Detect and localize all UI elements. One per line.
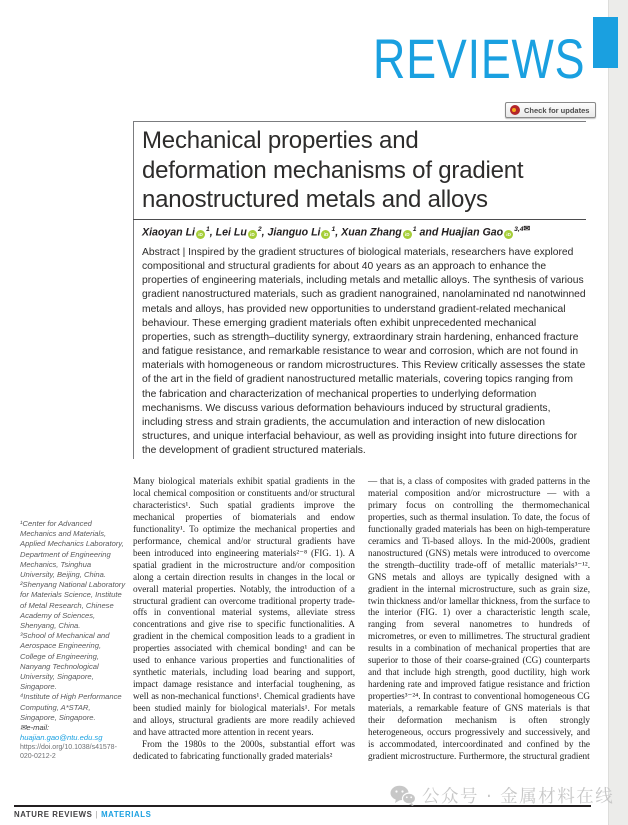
orcid-icon[interactable]: iD: [196, 230, 205, 239]
check-for-updates-label: Check for updates: [524, 105, 590, 115]
authors-rule: [133, 219, 586, 220]
footer-section-name: MATERIALS: [101, 810, 152, 819]
watermark: [390, 783, 614, 808]
author-name: , Xuan Zhang: [335, 226, 402, 239]
envelope-icon: ✉: [523, 224, 531, 233]
author-list: [142, 224, 588, 239]
footer-journal-name: NATURE REVIEWS: [14, 810, 93, 819]
running-footer: [14, 810, 151, 819]
page-edge-strip: [608, 0, 628, 825]
author-name: , Lei Lu: [209, 226, 247, 239]
article-title-line-3: nanostructured metals and alloys: [142, 186, 488, 213]
section-color-tab: [593, 17, 618, 68]
footer-separator: |: [95, 810, 99, 819]
orcid-icon[interactable]: iD: [321, 230, 330, 239]
author-affiliation-sup: 2: [257, 226, 262, 233]
title-top-rule: [133, 121, 586, 122]
body-paragraph: — that is, a class of composites with graded patterns in the material composition and/or microstructure — with a primary focus on controlling the thermomechanical properties, such as thermal insulation. To date, the focus of functionally graded materials has been on high-temperature ceramics and Ti-based alloys. In the mid-2000s, gradient nanostructured (GNS) metals were introduced to overcome the strength–ductility trade-off of metallic materials³⁻¹². GNS metals and alloys are typically designed with a gradient in the internal microstructure, such as grain size, twin thickness and/or lamellar thickness, from the surface to the interior (FIG. 1) over a characteristic length scale, ranging from several nanometres to hundreds of micrometres, or even to millimetres. The structural gradient results in a combination of mechanical properties that are superior to those of their coarse-grained (CG) counterparts and that include high strength, good ductility, high work hardening rate and improved fatigue resistance and friction properties³⁻²⁴. In contrast to conventional homogeneous CG materials, a remarkable feature of GNS materials is that their deformation mechanism is often strongly heterogeneous, occurs progressively and successively, and is accommodated, intercoordinated and confined by the gradient microstructure. Furthermore, the structural gradient: [368, 476, 590, 761]
affiliation-3: ³School of Mechanical and Aerospace Engineering, College of Engineering, Nanyang Technological University, Singapore, Singapore.: [20, 631, 110, 692]
section-heading: REVIEWS: [372, 27, 585, 90]
author-affiliation-sup: 1: [331, 226, 336, 233]
check-for-updates-button[interactable]: [505, 102, 596, 118]
email-label: ✉e-mail:: [20, 723, 50, 733]
watermark-text: 公众号 · 金属材料在线: [422, 787, 615, 807]
affiliations-sidebar: [20, 519, 126, 761]
article-title-line-2: deformation mechanisms of gradient: [142, 156, 524, 184]
affiliation-2: ²Shenyang National Laboratory for Materials Science, Institute of Metal Research, Chinese Academy of Sciences, Shenyang, China.: [20, 580, 126, 631]
body-paragraph: Many biological materials exhibit spatial gradients in the local chemical composition or constituents and/or structural characteristics¹. Such spatial gradients improve the mechanical properties of biomaterials and endow functionality¹. To optimize the mechanical properties and performance, chemical and/or structural gradients have been introduced into engineering materials²⁻⁸ (FIG. 1). A spatial gradient in the microstructure and/or composition along a certain direction results in changes in the local or overall material properties. Notably, the introduction of a structural gradient can overcome traditional property trade-offs in conventional material systems, alleviate stress concentrations and give rise to specific functionalities. A gradient in the chemical composition leads to a gradient in properties associated with chemical bonding¹ and can be used to enhance various properties and functionalities of synthetic materials, including load bearing and support, impact damage resistance and interfacial toughening, as well as non-mechanical functions¹. Chemical gradients have been studied mainly for biological materials¹. For metals and alloys, structural gradients are more readily achieved and have attracted more attention in recent years.: [133, 476, 355, 738]
article-title-line-1: Mechanical properties and: [142, 127, 419, 154]
body-paragraph: From the 1980s to the 2000s, substantial effort was dedicated to fabricating functionally graded materials²: [133, 738, 355, 761]
crossmark-icon: [510, 105, 520, 115]
affiliation-1: ¹Center for Advanced Mechanics and Materials, Applied Mechanics Laboratory, Department of Engineering Mechanics, Tsinghua University, Beijing, China.: [20, 519, 124, 580]
author-affiliation-sup: 1: [412, 226, 417, 233]
body-column-right: [368, 476, 590, 763]
orcid-icon[interactable]: iD: [403, 230, 412, 239]
doi-link[interactable]: https://doi.org/10.1038/s41578-020-0212-2: [20, 744, 117, 761]
wechat-icon: [390, 785, 416, 807]
orcid-icon[interactable]: iD: [248, 230, 257, 239]
email-link[interactable]: huajian.gao@ntu.edu.sg: [20, 733, 103, 743]
email-line: [20, 723, 126, 743]
abstract-text: Abstract | Inspired by the gradient structures of biological materials, researchers have explored compositional and structural gradients for about 40 years as an approach to enhance the properties of engineering materials, including metals and metallic alloys. The synthesis of various gradient nanostructured materials, such as gradient nanograined, nanolaminated nd nanotwinned metals and alloys, has provided new opportunities to understand gradient-related mechanical behaviour. These emerging gradient materials often exhibit unprecedented mechanical properties, such as strength–ductility synergy, extraordinary strain hardening, enhanced fracture and fatigue resistance, and remarkable resistance to wear and corrosion, which are not found in materials with homogeneous or random microstructures. This Review critically assesses the state of the art in the field of gradient nanostructured metallic materials, covering topics ranging from the fabrication and characterization of mechanical properties to underlying deformation mechanisms. We discuss various deformation behaviours induced by structural gradients, including stress and strain gradients, the accumulation and interaction of new dislocation structures, and unique interfacial behaviour, as well as providing insight into future directions for the development of gradient structured materials.: [142, 247, 586, 457]
affiliation-4: ⁴Institute of High Performance Computing, A*STAR, Singapore, Singapore.: [20, 692, 122, 722]
orcid-icon[interactable]: iD: [504, 230, 513, 239]
author-affiliation-sup: 3,4: [514, 226, 524, 233]
author-affiliation-sup: 1: [205, 226, 210, 233]
author-name: , Jianguo Li: [261, 226, 321, 239]
title-left-rule: [133, 121, 134, 459]
article-title: [142, 126, 588, 215]
body-column-left: [133, 476, 355, 763]
author-name: and Huajian Gao: [416, 226, 504, 239]
author-name: Xiaoyan Li: [142, 226, 195, 239]
